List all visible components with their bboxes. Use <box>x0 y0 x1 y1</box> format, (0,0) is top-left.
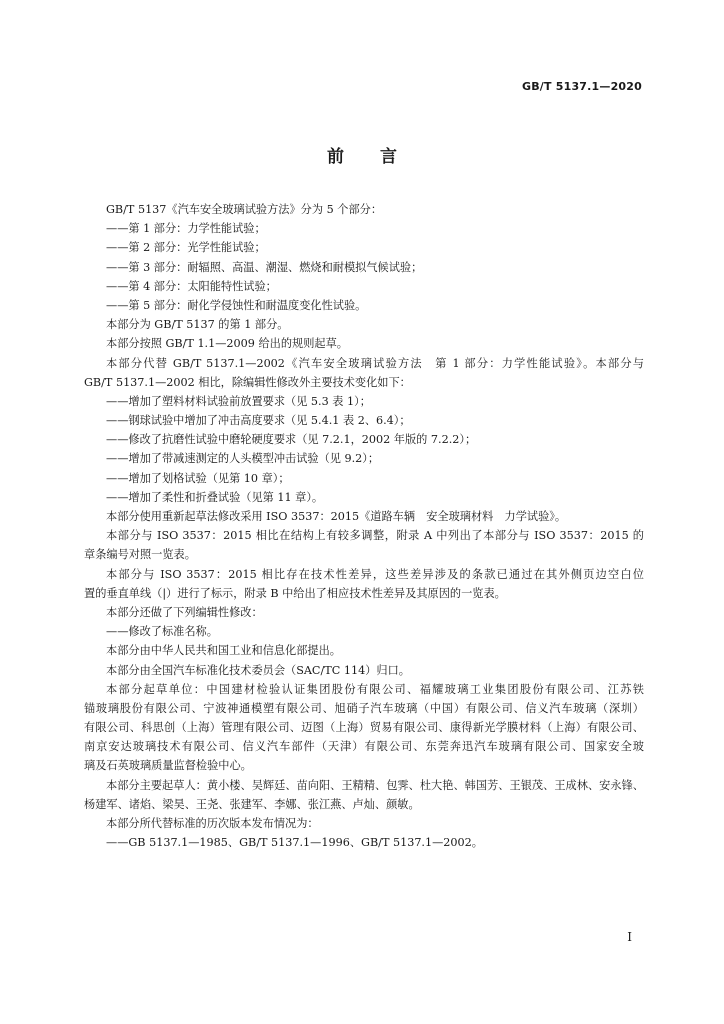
text-line: 本部分为 GB/T 5137 的第 1 部分。 <box>106 318 289 332</box>
text-line: GB/T 5137.1—2002 相比，除编辑性修改外主要技术变化如下： <box>84 375 411 389</box>
text-line: ——增加了柔性和折叠试验（见第 11 章）。 <box>106 490 324 504</box>
standard-code: GB/T 5137.1—2020 <box>521 80 642 93</box>
text-line: ——第 2 部分：光学性能试验； <box>106 241 266 255</box>
text-line: ——增加了塑料材料试验前放置要求（见 5.3 表 1）； <box>106 394 371 408</box>
text-line: ——第 5 部分：耐化学侵蚀性和耐温度变化性试验。 <box>106 298 367 312</box>
text-line: ——第 1 部分：力学性能试验； <box>106 222 266 236</box>
text-line: ——修改了标准名称。 <box>106 625 218 639</box>
text-line: GB/T 5137《汽车安全玻璃试验方法》分为 5 个部分： <box>106 203 383 216</box>
text-line: 杨建军、诸焰、梁昊、王尧、张建军、李娜、张江燕、卢灿、颜敏。 <box>84 797 420 811</box>
text-line: 有限公司、科思创（上海）管理有限公司、迈图（上海）贸易有限公司、康得新光学膜材料（上海）有限公司、 <box>84 721 644 735</box>
page-number: I <box>627 930 632 944</box>
text-line: ——第 3 部分：耐辐照、高温、潮湿、燃烧和耐模拟气候试验； <box>106 260 423 274</box>
text-line: 本部分由全国汽车标准化技术委员会（SAC/TC 114）归口。 <box>106 663 410 677</box>
text-line: 南京安达玻璃技术有限公司、信义汽车部件（天津）有限公司、东莞奔迅汽车玻璃有限公司、国家安全玻 <box>84 740 644 754</box>
text-line: 本部分使用重新起草法修改采用 ISO 3537：2015《道路车辆 安全玻璃材料 力学试验》。 <box>106 510 567 523</box>
text-line: ——GB 5137.1—1985、GB/T 5137.1—1996、GB/T 5137.1—2002。 <box>106 836 483 850</box>
text-line: ——钢球试验中增加了冲击高度要求（见 5.4.1 表 2、6.4）； <box>106 414 411 428</box>
text-line: 璃及石英玻璃质量监督检验中心。 <box>84 759 252 773</box>
foreword-body <box>84 200 644 852</box>
text-line: 本部分起草单位：中国建材检验认证集团股份有限公司、福耀玻璃工业集团股份有限公司、江苏铁 <box>106 682 644 696</box>
text-line: 章条编号对照一览表。 <box>84 548 196 562</box>
text-line: 锚玻璃股份有限公司、宁波神通模塑有限公司、旭硝子汽车玻璃（中国）有限公司、信义汽车玻璃（深圳） <box>84 701 644 715</box>
text-line: 本部分还做了下列编辑性修改： <box>106 605 263 619</box>
text-line: ——第 4 部分：太阳能特性试验； <box>106 279 277 293</box>
text-line: 本部分所代替标准的历次版本发布情况为： <box>106 817 319 830</box>
text-line: ——增加了带减速测定的人头模型冲击试验（见 9.2）； <box>106 452 380 466</box>
text-line: 置的垂直单线（|）进行了标示，附录 B 中给出了相应技术性差异及其原因的一览表。 <box>84 586 506 600</box>
text-line: ——修改了抗磨性试验中磨轮硬度要求（见 7.2.1，2002 年版的 7.2.2）； <box>106 433 477 447</box>
text-line: 本部分主要起草人：黄小楼、吴辉廷、苗向阳、王精精、包霁、杜大艳、韩国芳、王银茂、王成林、安永锋、 <box>106 778 644 792</box>
text-line: 本部分代替 GB/T 5137.1—2002《汽车安全玻璃试验方法 第 1 部分：力学性能试验》。本部分与 <box>106 356 644 370</box>
text-line: 本部分由中华人民共和国工业和信息化部提出。 <box>106 644 341 658</box>
text-line: ——增加了划格试验（见第 10 章）； <box>106 471 290 485</box>
text-line: 本部分与 ISO 3537：2015 相比存在技术性差异，这些差异涉及的条款已通过在其外侧页边空白位 <box>106 567 644 581</box>
text-line: 本部分按照 GB/T 1.1—2009 给出的规则起草。 <box>106 337 348 351</box>
text-line: 本部分与 ISO 3537：2015 相比在结构上有较多调整，附录 A 中列出了本部分与 ISO 3537：2015 的 <box>106 529 644 543</box>
page-title: 前言 <box>327 147 433 167</box>
